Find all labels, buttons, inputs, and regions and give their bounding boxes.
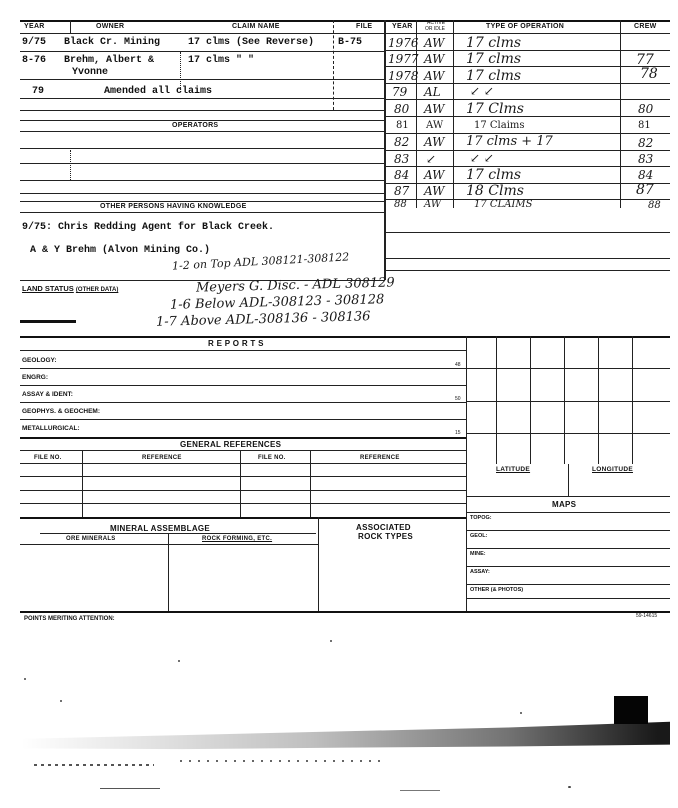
owner-name: Amended all claims xyxy=(104,86,213,97)
activity-year: 1976 xyxy=(388,36,419,50)
report-label: GEOLOGY: xyxy=(22,357,57,364)
land-status-line: Meyers G. Disc. - ADL 308129 xyxy=(195,275,395,296)
activity-status: AW xyxy=(424,52,445,66)
land-status-line: 1-6 Below ADL-308123 - 308128 xyxy=(169,292,385,313)
activity-year: 83 xyxy=(394,152,410,166)
activity-status: AW xyxy=(424,102,445,116)
activity-year: 88 xyxy=(394,199,407,210)
owner-name-continued: Yvonne xyxy=(72,67,109,78)
activity-crew: 81 xyxy=(638,120,651,131)
owner-year: 9/75 xyxy=(22,37,47,48)
land-status-label xyxy=(22,284,118,293)
map-label: ASSAY: xyxy=(470,569,490,575)
activity-crew: 80 xyxy=(638,102,654,116)
activity-operation: 17 CLAIMS xyxy=(474,199,533,210)
activity-operation: 17 Claims xyxy=(474,120,525,131)
land-status-title: LAND STATUS xyxy=(22,284,74,293)
activity-year: 79 xyxy=(392,85,408,99)
report-label: GEOPHYS. & GEOCHEM: xyxy=(22,408,101,415)
activity-year: 1977 xyxy=(388,52,419,66)
activity-operation: ↙ ↙ xyxy=(470,151,494,165)
reports-title: R E P O R T S xyxy=(208,339,264,348)
activity-status: AW xyxy=(424,168,445,182)
land-status-other-data: (OTHER DATA) xyxy=(75,287,119,293)
activity-year: 84 xyxy=(394,168,410,182)
header-year-right: YEAR xyxy=(392,23,413,30)
ref-header-reference-2: REFERENCE xyxy=(360,455,400,461)
activity-status: AW xyxy=(426,120,444,131)
rock-types-label: ROCK TYPES xyxy=(358,532,414,541)
activity-crew: 87 xyxy=(636,182,654,198)
report-label: METALLURGICAL: xyxy=(22,425,80,432)
activity-operation: 17 Clms xyxy=(466,101,524,117)
ref-header-file-no: FILE NO. xyxy=(34,455,62,461)
activity-crew: 78 xyxy=(640,66,658,82)
activity-operation: ↙ ↙ xyxy=(470,84,494,98)
land-status-line: 1-7 Above ADL-308136 - 308136 xyxy=(155,309,371,330)
associated-label: ASSOCIATED xyxy=(356,523,411,532)
header-claim-name: CLAIM NAME xyxy=(232,23,280,30)
owner-claim: 17 clms " " xyxy=(188,55,255,66)
header-file: FILE xyxy=(356,23,373,30)
map-label: GEOL: xyxy=(470,533,488,539)
activity-year: 1978 xyxy=(388,69,419,83)
activity-year: 87 xyxy=(394,184,410,198)
activity-crew: 83 xyxy=(638,152,654,166)
activity-operation: 17 clms + 17 xyxy=(466,134,553,149)
activity-year: 81 xyxy=(396,120,409,131)
activity-operation: 17 clms xyxy=(466,167,522,183)
maps-title: MAPS xyxy=(552,500,577,509)
activity-crew: 88 xyxy=(648,200,661,211)
ore-minerals-label: ORE MINERALS xyxy=(66,536,116,542)
activity-crew: 77 xyxy=(636,52,654,68)
owner-year: 79 xyxy=(32,86,45,97)
activity-status: AW xyxy=(424,36,445,50)
ref-header-reference: REFERENCE xyxy=(142,455,182,461)
mineral-assemblage-title: MINERAL ASSEMBLAGE xyxy=(110,524,211,533)
map-label: OTHER (& PHOTOS) xyxy=(470,587,524,593)
activity-operation: 17 clms xyxy=(466,35,522,51)
activity-year: 80 xyxy=(394,102,410,116)
owner-claim: 17 clms (See Reverse) xyxy=(188,37,315,48)
header-type-of-operation: TYPE OF OPERATION xyxy=(486,23,565,30)
longitude-label: LONGITUDE xyxy=(592,466,633,473)
header-owner: OWNER xyxy=(96,23,125,30)
header-year: YEAR xyxy=(24,23,45,30)
owner-name: Brehm, Albert & xyxy=(64,55,155,66)
general-references-title: GENERAL REFERENCES xyxy=(180,440,282,449)
activity-operation: 17 clms xyxy=(466,51,522,67)
header-active: ACTIVE xyxy=(427,20,446,26)
form-number: 59-14615 xyxy=(636,613,658,619)
report-code: 50 xyxy=(455,396,461,402)
operators-label: OPERATORS xyxy=(172,122,219,129)
activity-operation: 18 Clms xyxy=(466,183,524,199)
other-person-entry: A & Y Brehm (Alvon Mining Co.) xyxy=(30,245,211,256)
rock-forming-label: ROCK FORMING, ETC. xyxy=(202,536,273,542)
activity-status: AW xyxy=(424,135,445,149)
header-crew: CREW xyxy=(634,23,657,30)
scan-noise-band xyxy=(20,718,670,756)
other-persons-label: OTHER PERSONS HAVING KNOWLEDGE xyxy=(100,203,247,210)
activity-operation: 17 clms xyxy=(466,68,522,84)
header-or-idle: OR IDLE xyxy=(425,26,446,32)
activity-status: ↙ xyxy=(426,152,437,166)
activity-crew: 82 xyxy=(638,136,654,150)
scan-mark xyxy=(20,320,76,323)
owner-name: Black Cr. Mining xyxy=(64,37,161,48)
other-person-handwritten: 1-2 on Top ADL 308121-308122 xyxy=(171,250,350,273)
activity-status: AW xyxy=(424,199,442,210)
activity-status: AW xyxy=(424,184,445,198)
scan-black-block xyxy=(614,696,648,724)
ref-header-file-no-2: FILE NO. xyxy=(258,455,286,461)
report-code: 48 xyxy=(455,362,461,368)
map-label: MINE: xyxy=(470,551,486,557)
owner-year: 8-76 xyxy=(22,55,47,66)
report-label: ENGRG: xyxy=(22,374,48,381)
owner-file: B-75 xyxy=(338,37,363,48)
report-code: 15 xyxy=(455,430,461,436)
map-label: TOPOG: xyxy=(470,515,492,521)
other-person-entry: 9/75: Chris Redding Agent for Black Creek. xyxy=(22,222,275,233)
latitude-label: LATITUDE xyxy=(496,466,531,473)
activity-year: 82 xyxy=(394,135,410,149)
activity-status: AW xyxy=(424,69,445,83)
points-meriting-attention: POINTS MERITING ATTENTION: xyxy=(24,616,115,622)
report-label: ASSAY & IDENT: xyxy=(22,391,73,398)
activity-crew: 84 xyxy=(638,168,654,182)
activity-status: AL xyxy=(424,85,441,99)
